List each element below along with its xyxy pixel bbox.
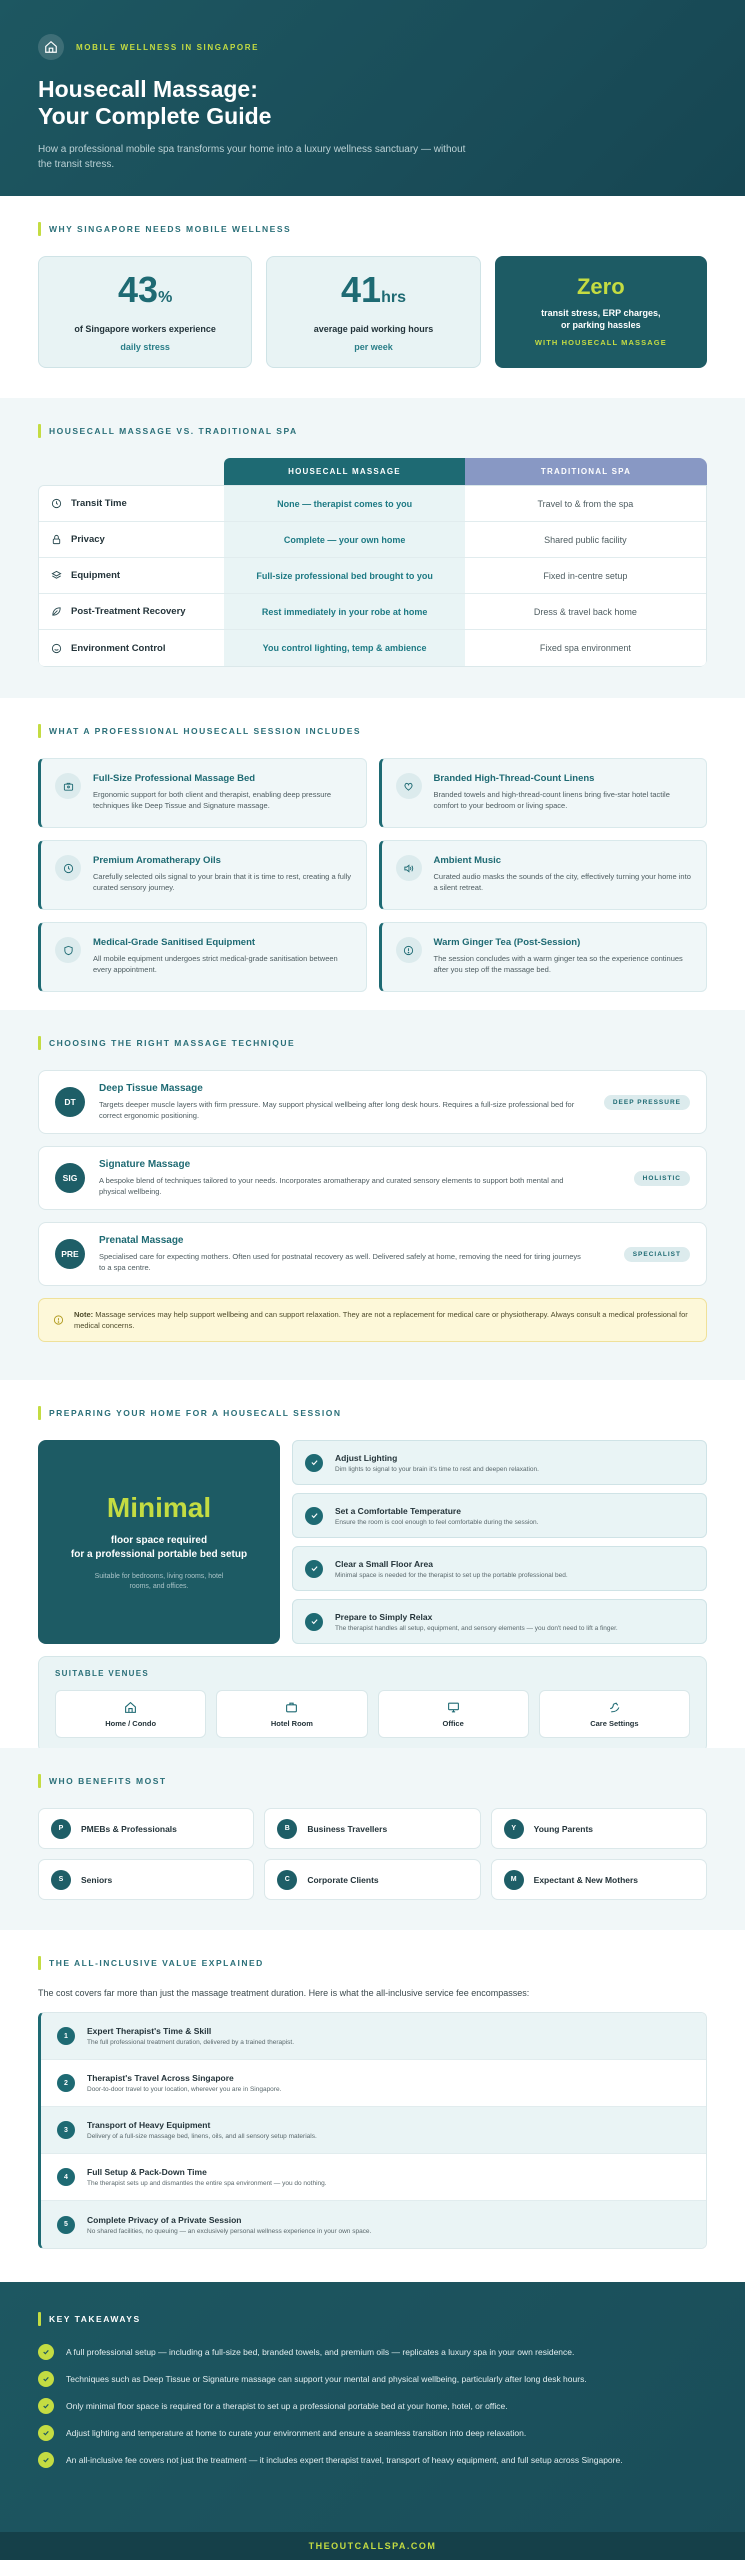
benefit-item: C Corporate Clients (264, 1859, 480, 1900)
list-item: 5 Complete Privacy of a Private Session No shared facilities, no queuing — an exclusively personal wellness experience in your own space. (41, 2201, 706, 2248)
check-icon (38, 2371, 54, 2387)
check-icon (305, 1613, 323, 1631)
list-item: 2 Therapist's Travel Across Singapore Door-to-door travel to your location, wherever you are in Singapore. (41, 2060, 706, 2107)
clock-icon (55, 855, 81, 881)
table-row: Post-Treatment Recovery Rest immediately in your robe at home Dress & travel back home (39, 594, 706, 630)
venue-home: Home / Condo (55, 1690, 206, 1738)
takeaway-item: A full professional setup — including a full-size bed, branded towels, and premium oils — replicates a luxury spa in your own residence. (38, 2344, 707, 2360)
prep-step: Prepare to Simply Relax The therapist handles all setup, equipment, and sensory elements — you don't need to lift a finger. (292, 1599, 707, 1644)
monitor-icon (447, 1701, 460, 1714)
avatar: SIG (55, 1163, 85, 1193)
avatar: PRE (55, 1239, 85, 1269)
feature-card: Ambient Music Curated audio masks the sounds of the city, effectively turning your home into a silent retreat. (379, 840, 708, 910)
layers-icon (51, 570, 62, 581)
takeaway-item: Only minimal floor space is required for a therapist to set up a professional portable bed at your home, hotel, or office. (38, 2398, 707, 2414)
stat-card-hours: 41hrs average paid working hours per week (266, 256, 480, 368)
heart-icon (396, 773, 422, 799)
feature-card: Full-Size Professional Massage Bed Ergonomic support for both client and therapist, enabling deep pressure techniques like Deep Tissue and Signature massage. (38, 758, 367, 828)
benefits-section (0, 1748, 745, 1930)
col-header-spa: TRADITIONAL SPA (465, 458, 707, 485)
minimal-space-card: Minimal floor space required for a professional portable bed setup Suitable for bedrooms, living rooms, hotel rooms, and offices. (38, 1440, 280, 1644)
footer-link[interactable]: THEOUTCALLSPA.COM (0, 2532, 745, 2560)
check-icon (38, 2425, 54, 2441)
hero-subtitle: How a professional mobile spa transforms your home into a luxury wellness sanctuary — without the transit stress. (38, 144, 466, 170)
technique-card: SIG Signature Massage A bespoke blend of techniques tailored to your needs. Incorporates aromatherapy and curated sensory elements to support both mental and physical wellbeing. HOLISTIC (38, 1146, 707, 1210)
takeaway-item: An all-inclusive fee covers not just the treatment — it includes expert therapist travel, transport of heavy equipment, and full setup across Singapore. (38, 2452, 707, 2468)
check-icon (38, 2398, 54, 2414)
feature-card: Warm Ginger Tea (Post-Session) The session concludes with a warm ginger tea so the experience continues after you step off the massage bed. (379, 922, 708, 992)
feature-card: Medical-Grade Sanitised Equipment All mobile equipment undergoes strict medical-grade sanitisation between every appointment. (38, 922, 367, 992)
prep-step: Set a Comfortable Temperature Ensure the room is cool enough to feel comfortable during the session. (292, 1493, 707, 1538)
prep-step: Clear a Small Floor Area Minimal space is needed for the therapist to set up the portable professional bed. (292, 1546, 707, 1591)
suitcase-icon (285, 1701, 298, 1714)
technique-badge: HOLISTIC (634, 1171, 690, 1186)
lock-icon (51, 534, 62, 545)
section-title: PREPARING YOUR HOME FOR A HOUSECALL SESSION (38, 1406, 707, 1420)
avatar: P (51, 1819, 71, 1839)
avatar: B (277, 1819, 297, 1839)
feature-card: Premium Aromatherapy Oils Carefully selected oils signal to your brain that it is time to rest, creating a fully curated sensory journey. (38, 840, 367, 910)
benefit-item: P PMEBs & Professionals (38, 1808, 254, 1849)
list-item: 3 Transport of Heavy Equipment Delivery of a full-size massage bed, linens, oils, and all sensory setup materials. (41, 2107, 706, 2154)
benefit-item: S Seniors (38, 1859, 254, 1900)
benefit-item: Y Young Parents (491, 1808, 707, 1849)
venue-hotel: Hotel Room (216, 1690, 367, 1738)
technique-badge: SPECIALIST (624, 1247, 690, 1262)
benefit-item: B Business Travellers (264, 1808, 480, 1849)
technique-card: PRE Prenatal Massage Specialised care for expecting mothers. Often used for postnatal recovery as well. Delivered safely at home, removing the need for tiring journeys to a spa centre. SPECIALIST (38, 1222, 707, 1286)
feature-card: Branded High-Thread-Count Linens Branded towels and high-thread-count linens bring five-star hotel tactile comfort to your bedroom or living space. (379, 758, 708, 828)
why-section (0, 196, 745, 398)
stat-card-stress: 43% of Singapore workers experience daily stress (38, 256, 252, 368)
avatar: Y (504, 1819, 524, 1839)
section-title: KEY TAKEAWAYS (38, 2312, 707, 2326)
avatar: C (277, 1870, 297, 1890)
avatar: M (504, 1870, 524, 1890)
venue-office: Office (378, 1690, 529, 1738)
clock-icon (51, 498, 62, 509)
check-icon (305, 1507, 323, 1525)
briefcase-icon (55, 773, 81, 799)
venue-care: Care Settings (539, 1690, 690, 1738)
section-title: WHAT A PROFESSIONAL HOUSECALL SESSION INCLUDES (38, 724, 707, 738)
preparing-section (0, 1380, 745, 1748)
info-icon (53, 1314, 64, 1326)
table-row: Transit Time None — therapist comes to you Travel to & from the spa (39, 486, 706, 522)
home-icon (38, 34, 64, 60)
check-icon (305, 1560, 323, 1578)
avatar: S (51, 1870, 71, 1890)
prep-step: Adjust Lighting Dim lights to signal to your brain it's time to rest and deepen relaxation. (292, 1440, 707, 1485)
shield-icon (55, 937, 81, 963)
takeaway-item: Adjust lighting and temperature at home to curate your environment and ensure a seamless transition into deep relaxation. (38, 2425, 707, 2441)
table-row: Environment Control You control lighting, temp & ambience Fixed spa environment (39, 630, 706, 666)
technique-card: DT Deep Tissue Massage Targets deeper muscle layers with firm pressure. May support physical wellbeing after long desk hours. Requires a full-size professional bed for correct ergonomic positioning. DEEP PRESSURE (38, 1070, 707, 1134)
avatar: DT (55, 1087, 85, 1117)
speaker-icon (396, 855, 422, 881)
section-title: THE ALL-INCLUSIVE VALUE EXPLAINED (38, 1956, 707, 1970)
home-icon (124, 1701, 137, 1714)
value-list (38, 2012, 707, 2249)
table-row: Equipment Full-size professional bed brought to you Fixed in-centre setup (39, 558, 706, 594)
check-icon (38, 2344, 54, 2360)
section-title: HOUSECALL MASSAGE VS. TRADITIONAL SPA (38, 424, 707, 438)
value-intro: The cost covers far more than just the massage treatment duration. Here is what the all-inclusive service fee encompasses: (38, 1988, 530, 1998)
table-row: Privacy Complete — your own home Shared public facility (39, 522, 706, 558)
hero-kicker: MOBILE WELLNESS IN SINGAPORE (76, 42, 260, 52)
technique-badge: DEEP PRESSURE (604, 1095, 690, 1110)
comparison-table (38, 458, 707, 667)
care-icon (608, 1701, 621, 1714)
stat-card-zero: Zero transit stress, ERP charges, or parking hassles WITH HOUSECALL MASSAGE (495, 256, 707, 368)
section-title: CHOOSING THE RIGHT MASSAGE TECHNIQUE (38, 1036, 707, 1050)
leaf-icon (51, 606, 62, 617)
page-title: Housecall Massage: Your Complete Guide (38, 76, 272, 129)
takeaways-section (0, 2282, 745, 2532)
smile-icon (51, 643, 62, 654)
takeaway-item: Techniques such as Deep Tissue or Signature massage can support your mental and physical wellbeing, particularly after long desk hours. (38, 2371, 707, 2387)
suitable-venues: SUITABLE VENUES Home / Condo Hotel Room Office Care Settings (38, 1656, 707, 1753)
check-icon (38, 2452, 54, 2468)
techniques-section (0, 1010, 745, 1380)
col-header-housecall: HOUSECALL MASSAGE (224, 458, 465, 485)
compare-section (0, 398, 745, 698)
medical-note: Note: Massage services may help support wellbeing and can support relaxation. They are not a replacement for medical care or physiotherapy. Always consult a medical professional for medical concerns. (38, 1298, 707, 1342)
info-icon (396, 937, 422, 963)
section-title: WHY SINGAPORE NEEDS MOBILE WELLNESS (38, 222, 707, 236)
value-section (0, 1930, 745, 2282)
list-item: 4 Full Setup & Pack-Down Time The therapist sets up and dismantles the entire spa environment — you do nothing. (41, 2154, 706, 2201)
check-icon (305, 1454, 323, 1472)
benefit-item: M Expectant & New Mothers (491, 1859, 707, 1900)
includes-section (0, 698, 745, 1010)
hero-banner (0, 0, 745, 196)
section-title: WHO BENEFITS MOST (38, 1774, 707, 1788)
list-item: 1 Expert Therapist's Time & Skill The full professional treatment duration, delivered by a trained therapist. (41, 2013, 706, 2060)
